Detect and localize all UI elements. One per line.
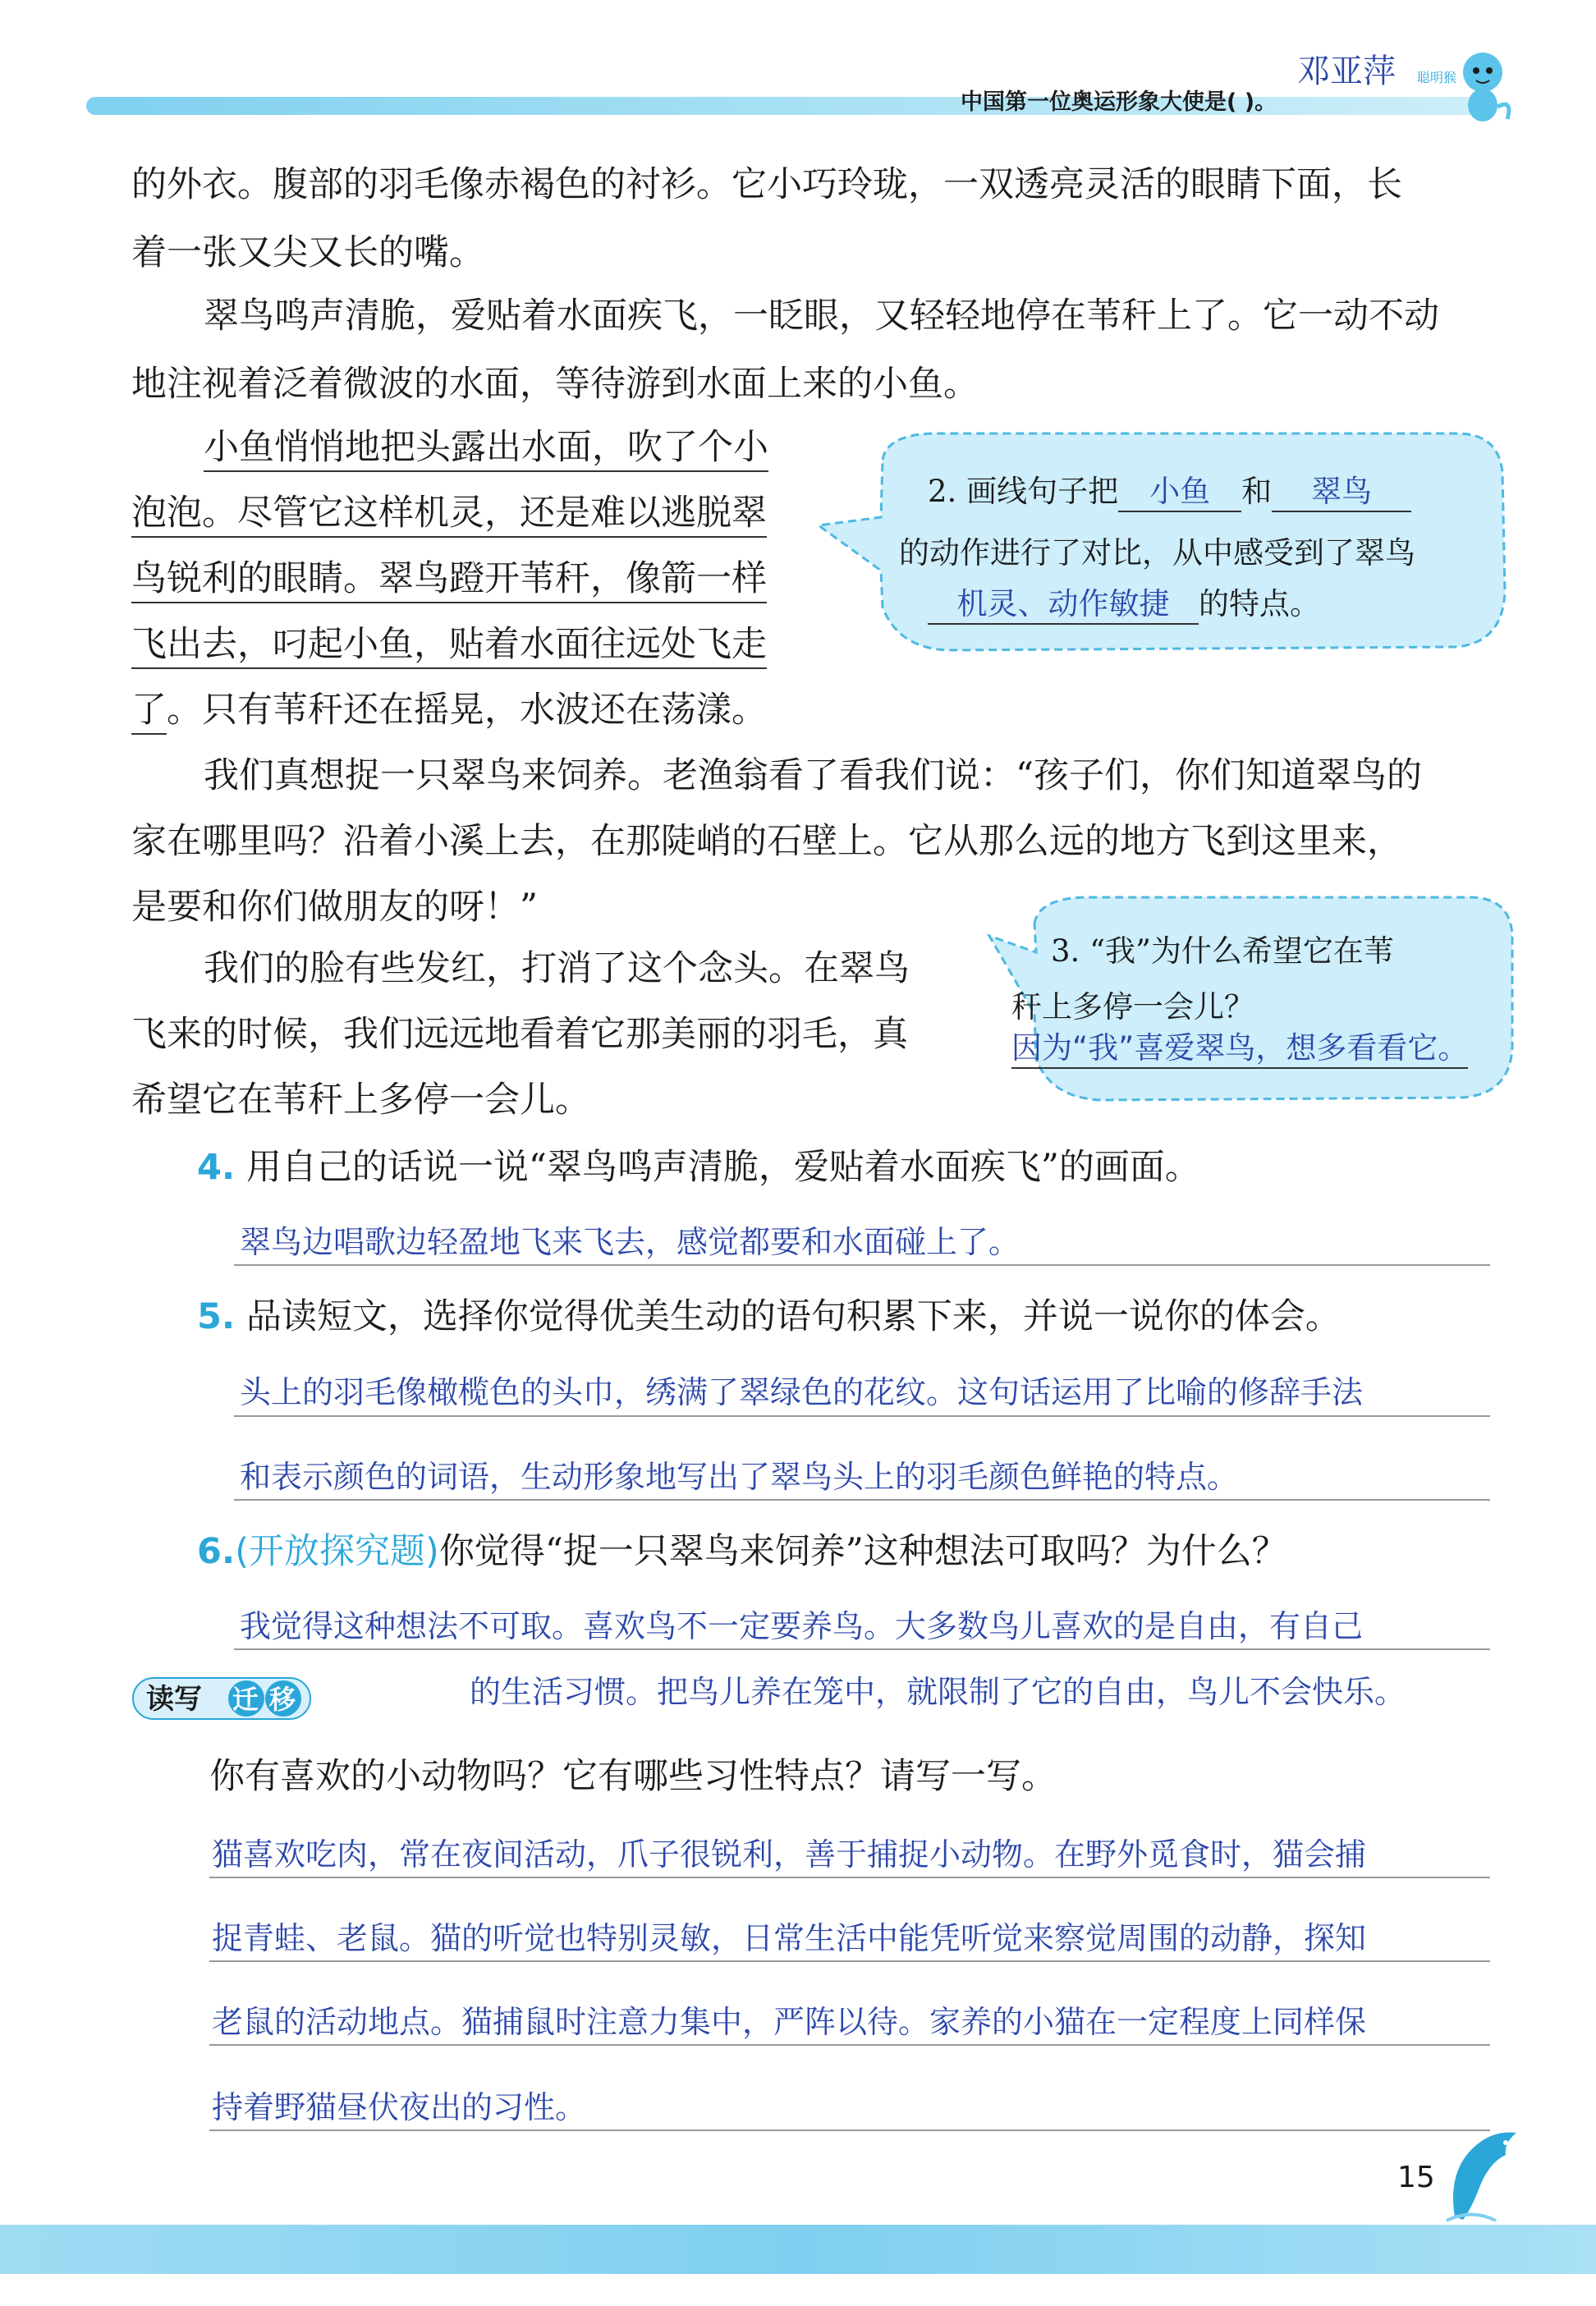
question-number: 5. — [197, 1296, 236, 1337]
passage-line: 我们的脸有些发红，打消了这个念头。在翠鸟 — [204, 948, 910, 989]
passage-line: 翠鸟鸣声清脆，爱贴着水面疾飞，一眨眼，又轻轻地停在苇秆上了。它一动不动 — [204, 296, 1439, 337]
answer-line: 我觉得这种想法不可取。喜欢鸟不一定要养鸟。大多数鸟儿喜欢的是自由，有自己 — [240, 1608, 1364, 1644]
passage-line: 我们真想捉一只翠鸟来饲养。老渔翁看了看我们说：“孩子们，你们知道翠鸟的 — [204, 755, 1422, 796]
question-number: 4. — [197, 1147, 236, 1188]
answer-rule — [234, 1499, 1490, 1501]
underlined-sentence — [131, 546, 767, 612]
bubble2-fill2: 翠鸟 — [1272, 466, 1411, 512]
passage-line — [131, 677, 767, 743]
badge-text-c: 移 — [269, 1684, 296, 1715]
header-question: 中国第一位奥运形象大使是( )。 — [961, 89, 1277, 115]
page-number: 15 — [1397, 2161, 1435, 2194]
question-text: 你觉得“捉一只翠鸟来饲养”这种想法可取吗？为什么？ — [438, 1531, 1287, 1572]
answer-rule — [234, 1264, 1490, 1266]
passage-text: 。只有苇秆还在摇晃，水波还在荡漾。 — [167, 690, 767, 731]
underlined-sentence — [204, 415, 768, 480]
bubble2-fill1: 小鱼 — [1118, 466, 1241, 512]
section-badge — [131, 1675, 312, 1722]
passage-line: 家在哪里吗？沿着小溪上去，在那陡峭的石壁上。它从那么远的地方飞到这里来， — [131, 821, 1402, 862]
question-text: 用自己的话说一说“翠鸟鸣声清脆，爱贴着水面疾飞”的画面。 — [245, 1147, 1200, 1188]
answer-line: 持着野猫昼伏夜出的习性。 — [212, 2089, 587, 2125]
question-number: 6. — [197, 1531, 236, 1572]
footer-bar — [0, 2225, 1596, 2274]
underlined-sentence — [131, 480, 767, 546]
underlined-sentence — [131, 612, 767, 677]
answer-rule — [234, 1415, 1490, 1417]
answer-line: 捉青蛙、老鼠。猫的听觉也特别灵敏，日常生活中能凭听觉来察觉周围的动静，探知 — [212, 1920, 1367, 1956]
answer-rule — [234, 1648, 1490, 1650]
bubble2-fill3: 机灵、动作敏捷 — [928, 579, 1199, 625]
bubble2-pre: 2. 画线句子把 — [928, 474, 1119, 509]
badge-text-a: 读写 — [146, 1683, 202, 1716]
answer-line: 和表示颜色的词语，生动形象地写出了翠鸟头上的羽毛颜色鲜艳的特点。 — [240, 1459, 1239, 1495]
answer-line: 的生活习惯。把鸟儿养在笼中，就限制了它的自由，鸟儿不会快乐。 — [470, 1674, 1406, 1710]
answer-line: 翠鸟边唱歌边轻盈地飞来飞去，感觉都要和水面碰上了。 — [240, 1224, 1020, 1260]
passage-line: 是要和你们做朋友的呀！” — [131, 887, 538, 928]
underlined-text: 了 — [131, 690, 167, 735]
passage-line: 地注视着泛着微波的水面，等待游到水面上来的小鱼。 — [131, 364, 979, 405]
question-text: 品读短文，选择你觉得优美生动的语句积累下来，并说一说你的体会。 — [245, 1296, 1341, 1337]
bubble3-line2: 秆上多停一会儿？ — [1011, 989, 1254, 1025]
bubble3-answer: 因为“我”喜爱翠鸟，想多看看它。 — [1011, 1023, 1468, 1069]
underlined-text: 鸟锐利的眼睛。翠鸟蹬开苇秆，像箭一样 — [131, 558, 767, 603]
badge-text-b: 迁 — [232, 1684, 259, 1715]
underlined-text: 飞出去，叼起小鱼，贴着水面往远处飞走 — [131, 624, 767, 669]
question-tag: (开放探究题) — [235, 1531, 439, 1572]
question-6 — [197, 1524, 1287, 1574]
bubble2-line3 — [928, 579, 1320, 625]
dolphin-icon — [1438, 2118, 1529, 2225]
answer-rule — [209, 2129, 1490, 2131]
mascot-label: 聪明猴 — [1417, 70, 1457, 85]
bubble2-post: 的特点。 — [1199, 586, 1320, 621]
bubble2-line1 — [928, 466, 1411, 512]
bubble2-line2: 的动作进行了对比，从中感受到了翠鸟 — [899, 535, 1415, 571]
answer-rule — [209, 1877, 1490, 1878]
header-answer: 邓亚萍 — [1297, 53, 1396, 90]
passage-line: 的外衣。腹部的羽毛像赤褐色的衬衫。它小巧玲珑，一双透亮灵活的眼睛下面，长 — [131, 164, 1402, 205]
question-4 — [197, 1139, 1200, 1190]
bubble2-mid: 和 — [1241, 474, 1273, 509]
passage-line: 着一张又尖又长的嘴。 — [131, 232, 484, 273]
question-5 — [197, 1289, 1341, 1339]
bubble3-line1: 3. “我”为什么希望它在苇 — [1051, 933, 1394, 969]
underlined-text: 小鱼悄悄地把头露出水面，吹了个小 — [204, 427, 768, 472]
answer-line: 头上的羽毛像橄榄色的头巾，绣满了翠绿色的花纹。这句话运用了比喻的修辞手法 — [240, 1374, 1364, 1410]
passage-line: 希望它在苇秆上多停一会儿。 — [131, 1080, 590, 1121]
answer-line: 猫喜欢吃肉，常在夜间活动，爪子很锐利，善于捕捉小动物。在野外觅食时，猫会捕 — [212, 1836, 1367, 1873]
underlined-text: 泡泡。尽管它这样机灵，还是难以逃脱翠 — [131, 493, 767, 538]
answer-line: 老鼠的活动地点。猫捕鼠时注意力集中，严阵以待。家养的小猫在一定程度上同样保 — [212, 2004, 1367, 2040]
monkey-mascot-icon — [1410, 41, 1517, 131]
writing-prompt: 你有喜欢的小动物吗？它有哪些习性特点？请写一写。 — [209, 1756, 1057, 1797]
passage-line: 飞来的时候，我们远远地看着它那美丽的羽毛，真 — [131, 1014, 908, 1055]
answer-rule — [209, 2044, 1490, 2046]
answer-rule — [209, 1960, 1490, 1962]
